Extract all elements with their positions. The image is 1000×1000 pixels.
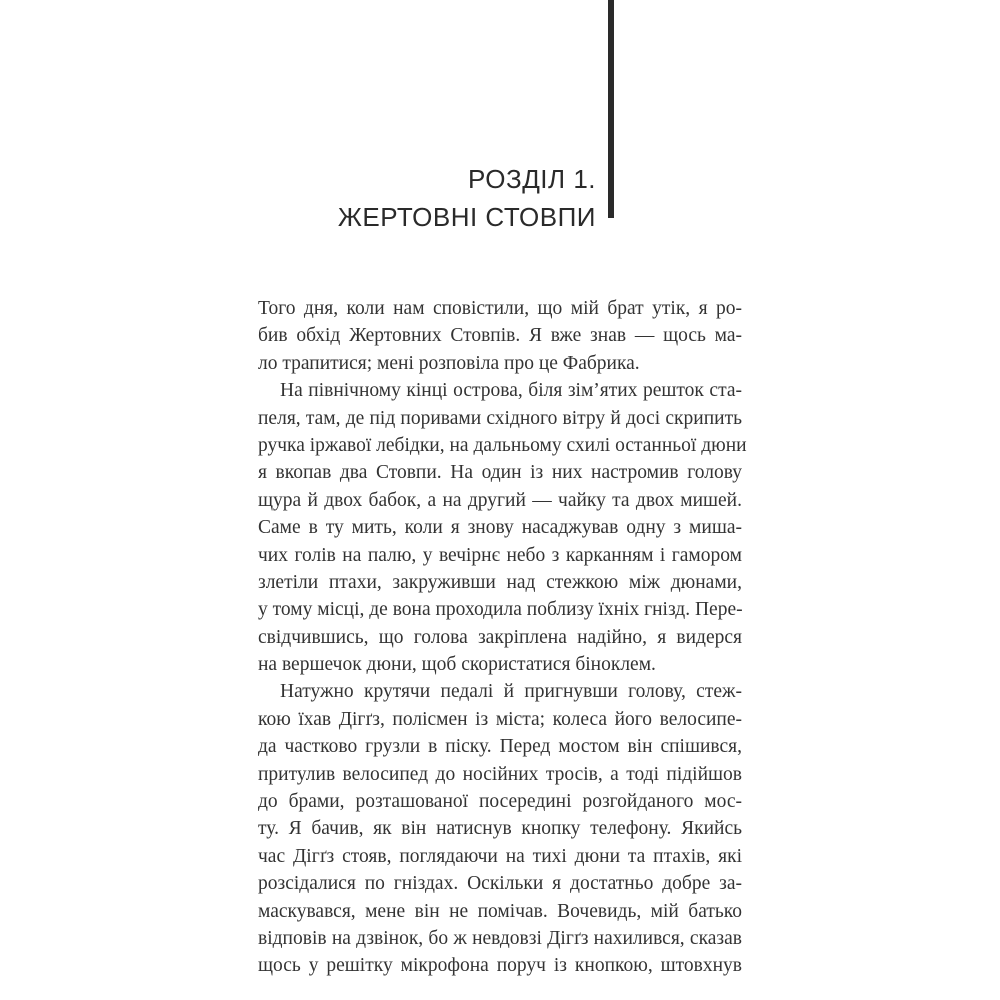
body-text	[258, 295, 747, 980]
text-line: злетіли птахи, закруживши над стежкою між дюнами,	[258, 571, 742, 593]
text-line: я вкопав два Стовпи. На один із них настромив голову	[258, 462, 742, 484]
text-line: притулив велосипед до носійних тросів, а тоді підійшов	[258, 763, 742, 785]
text-line: Саме в ту мить, коли я знову насаджував одну з миша-	[258, 517, 742, 539]
text-line: ручка іржавої лебідки, на дальньому схилі останньої дюни	[258, 434, 747, 456]
text-line: щура й двох бабок, а на другий — чайку та двох мишей.	[258, 489, 742, 511]
text-line: пеля, там, де під поривами східного вітру й досі скрипить	[258, 407, 742, 429]
chapter-marker-bar	[608, 0, 614, 218]
text-line: ту. Я бачив, як він натиснув кнопку телефону. Якийсь	[258, 818, 742, 840]
text-line: чих голів на палю, у вечірнє небо з карканням і гамором	[258, 544, 742, 566]
text-line: час Дігґз стояв, поглядаючи на тихі дюни та птахів, які	[258, 845, 742, 867]
text-line: ло трапитися; мені розповіла про це Фабрика.	[258, 352, 640, 374]
text-line: свідчившись, що голова закріплена надійно, я видерся	[258, 626, 742, 648]
text-line: Натужно крутячи педалі й пригнувши голову, стеж-	[280, 681, 742, 703]
chapter-number: РОЗДІЛ 1.	[468, 164, 596, 194]
text-line: Того дня, коли нам сповістили, що мій брат утік, я ро-	[258, 298, 742, 319]
text-line: кою їхав Дігґз, полісмен із міста; колеса його велосипе-	[258, 708, 742, 730]
text-line: щось у решітку мікрофона поруч із кнопкою, штовхнув	[258, 955, 742, 977]
text-line: бив обхід Жертовних Стовпів. Я вже знав — щось ма-	[258, 325, 742, 347]
text-line: у тому місці, де вона проходила поблизу їхніх гнізд. Пере-	[258, 599, 743, 621]
text-line: відповів на дзвінок, бо ж невдовзі Дігґз нахилився, сказав	[258, 927, 742, 949]
text-line: розсідалися по гніздах. Оскільки я достатньо добре за-	[258, 873, 742, 895]
text-line: маскувався, мене він не помічав. Вочевидь, мій батько	[258, 900, 742, 922]
text-line: на вершечок дюни, щоб скористатися біноклем.	[258, 654, 656, 676]
text-line: до брами, розташованої посередині розгойданого мос-	[258, 791, 742, 813]
text-line: На північному кінці острова, біля зім’ятих решток ста-	[280, 380, 742, 402]
chapter-heading	[338, 160, 596, 236]
text-line: да частково грузли в піску. Перед мостом він спішився,	[258, 736, 742, 758]
chapter-title: ЖЕРТОВНІ СТОВПИ	[337, 202, 596, 232]
